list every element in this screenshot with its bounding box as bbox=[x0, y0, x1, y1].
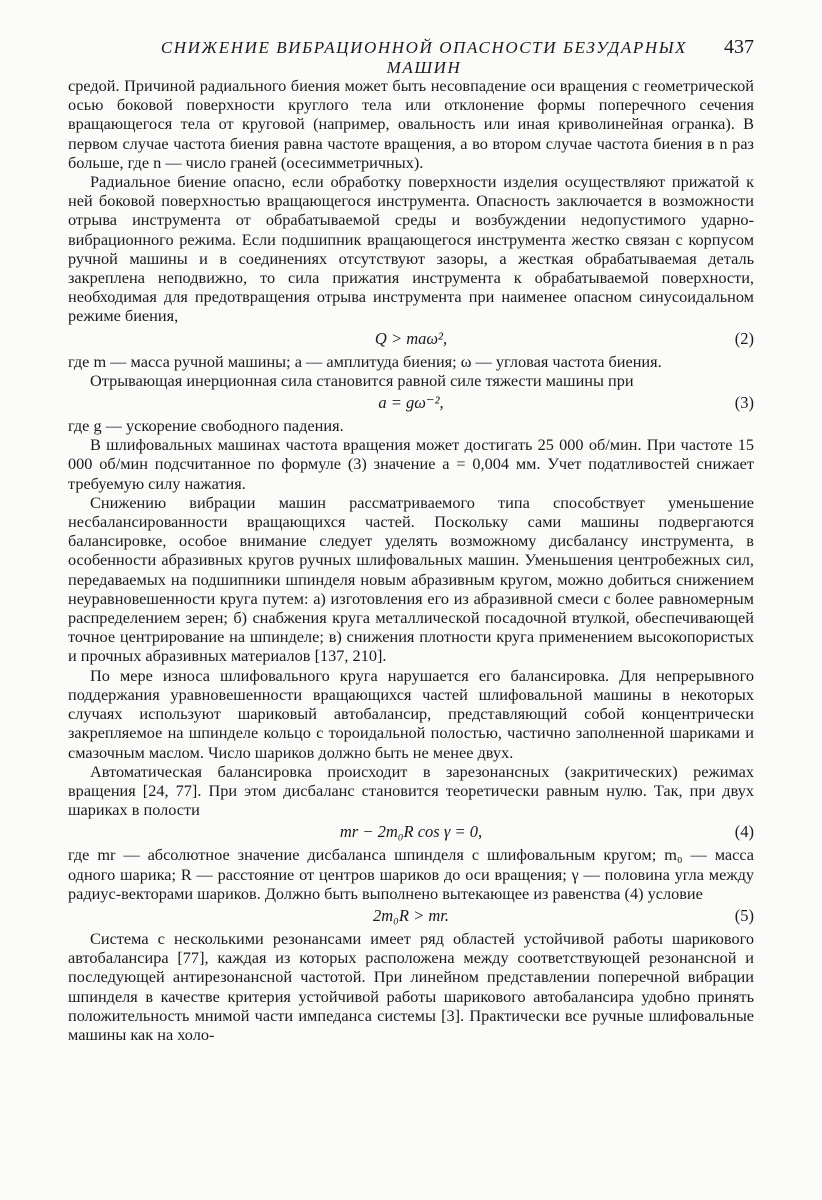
equation-expression: a = gω⁻², bbox=[378, 393, 444, 413]
equation-expression: mr − 2m₀R cos γ = 0, bbox=[339, 822, 483, 842]
equation-expression: Q > maω², bbox=[374, 328, 448, 348]
paragraph: Отрывающая инерционная сила становится равной силе тяжести машины при bbox=[90, 370, 634, 390]
page-number: 437 bbox=[724, 36, 754, 58]
equation-number: (3) bbox=[734, 393, 754, 413]
paragraph: где mr — абсолютное значение дисбаланса шпинделя с шлифовальным кругом; m₀ — масса одного шарика; R — расстояние от центров шариков до оси вращения; γ — половина угла между радиус-векторами шариков. Должно быть выполнено вытекающее из равенства (4) условие bbox=[68, 845, 754, 903]
equation-3 bbox=[68, 390, 754, 416]
equation-number: (2) bbox=[734, 328, 754, 348]
equation-2 bbox=[68, 326, 754, 352]
paragraph: где m — масса ручной машины; a — амплитуда биения; ω — угловая частота биения. bbox=[68, 351, 662, 371]
paragraph: Снижению вибрации машин рассматриваемого типа способствует уменьшение несбалансированности вращающихся частей. Поскольку сами машины подвергаются балансировке, особое внимание следует уделять возможному дисбалансу инструмента, в особенности абразивных кругов ручных шлифовальных машин. Уменьшения центробежных сил, передаваемых на подшипники шпинделя новым абразивным кругом, можно добиться снижением неуравновешенности круга путем: а) изготовления его из абразивной смеси с более равномерным распределением зерен; б) снабжения круга металлической посадочной втулкой, обеспечивающей точное центрирование на шпинделе; в) снижения плотности круга применением высокопористых и прочных абразивных материалов [137, 210]. bbox=[68, 492, 754, 666]
running-header bbox=[68, 36, 754, 76]
equation-number: (5) bbox=[734, 905, 754, 925]
paragraph: Автоматическая балансировка происходит в зарезонансных (закритических) режимах вращения [24, 77]. При этом дисбаланс становится теоретически равным нулю. Так, при двух шариках в полости bbox=[68, 761, 754, 820]
paragraph: где g — ускорение свободного падения. bbox=[68, 416, 344, 436]
running-title: СНИЖЕНИЕ ВИБРАЦИОННОЙ ОПАСНОСТИ БЕЗУДАРНЫХ МАШИН bbox=[160, 38, 688, 77]
paragraph: По мере износа шлифовального круга нарушается его балансировка. Для непрерывного поддержания уравновешенности вращающихся частей шлифовальной машины в некоторых случаях используют шариковый автобалансир, представляющий собой концентрически закрепляемое на шпинделе кольцо с тороидальной полостью, частично заполненной шариками и смазочным маслом. Число шариков должно быть не менее двух. bbox=[68, 665, 754, 762]
paragraph: Система с несколькими резонансами имеет ряд областей устойчивой работы шарикового автобалансира [77], каждая из которых расположена между соответствующей резонансной и последующей антирезонансной частотой. При линейном представлении поперечной вибрации шпинделя в качестве критерия устойчивой работы шарикового автобалансира удобно принять положительность мнимой части импеданса системы [3]. Практически все ручные шлифовальные машины как на холо- bbox=[68, 928, 754, 1044]
equation-number: (4) bbox=[734, 822, 754, 842]
paragraph: Радиальное биение опасно, если обработку поверхности изделия осуществляют прижатой к ней боковой поверхностью вращающегося инструмента. Опасность заключается в возможности отрыва инструмента от обрабатываемой среды и возбуждении недопустимого ударно-вибрационного режима. Если подшипник вращающегося инструмента жестко связан с корпусом ручной машины и в соединениях отсутствуют зазоры, а жесткая обрабатываемая деталь закреплена неподвижно, то сила прижатия инструмента к обрабатываемой поверхности, необходимая для предотвращения отрыва инструмента при наименее опасном синусоидальном режиме биения, bbox=[68, 172, 754, 326]
body-text bbox=[68, 76, 754, 1044]
equation-4 bbox=[68, 819, 754, 845]
paragraph: средой. Причиной радиального биения может быть несовпадение оси вращения с геометрической осью боковой поверхности круглого тела или отклонение формы поперечного сечения вращающегося тела от круговой (например, овальность или иная криволинейная огранка). В первом случае частота биения равна частоте вращения, а во втором случае частота биения в n раз больше, где n — число граней (осесимметричных). bbox=[68, 76, 754, 172]
equation-expression: 2m₀R > mr. bbox=[373, 905, 449, 925]
equation-5 bbox=[68, 903, 754, 929]
paragraph: В шлифовальных машинах частота вращения может достигать 25 000 об/мин. При частоте 15 000 об/мин подсчитанное по формуле (3) значение a = 0,004 мм. Учет податливостей снижает требуемую силу нажатия. bbox=[68, 435, 754, 493]
page bbox=[68, 36, 754, 1044]
